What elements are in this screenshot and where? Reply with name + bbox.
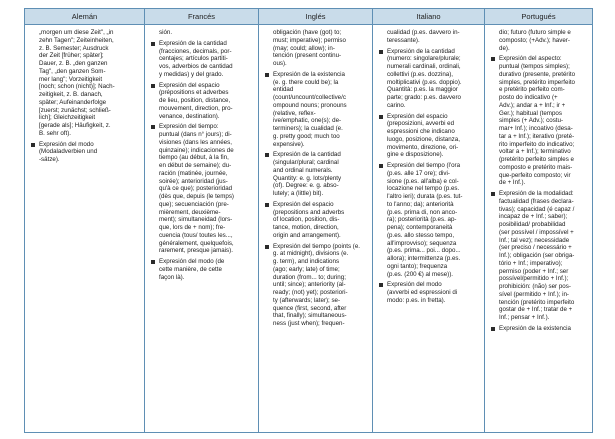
- text-line: composto; (+Adv.); haver-: [499, 36, 570, 44]
- text-line: posto do indicativo (+: [499, 94, 558, 101]
- bullet-item: [265, 243, 367, 328]
- continued-text: [265, 29, 367, 68]
- text-line: der Zeit [früher; später];: [39, 52, 104, 60]
- text-line: généralement, quelquefois,: [159, 239, 234, 247]
- bullet-item: [491, 190, 587, 322]
- bullet-square-icon: [265, 73, 269, 77]
- text-line: dio; futuro (futuro simple e: [499, 29, 571, 36]
- text-line: rito imperfeito do indicativo;: [499, 140, 575, 148]
- text-line: ración (matinée, journée,: [159, 169, 228, 177]
- text-line: lutely; a (little) bit).: [273, 190, 324, 197]
- text-line: ive/emphatic, one(s); de-: [273, 117, 342, 125]
- text-line: gine e disposizione).: [387, 151, 444, 159]
- bullet-item: [151, 82, 253, 121]
- text-line: [noch; schon (nicht)]; Nach-: [39, 83, 115, 91]
- text-line: Expresión del tiempo:: [159, 123, 219, 131]
- text-line: (p.es. alle 17 ore); divi-: [387, 169, 450, 177]
- text-line: voltar a + Inf.); terminativo: [499, 148, 571, 156]
- text-line: centajes; artículos partiti-: [159, 55, 228, 63]
- text-line: (p.es. prima di, non anco-: [387, 208, 458, 216]
- text-line: cuencia (tous/ toutes les...,: [159, 231, 233, 239]
- text-line: prohibición: (não) ser pos-: [499, 283, 571, 290]
- text-line: tance, motion, direction,: [273, 224, 339, 231]
- text-line: mer lang"; Vorzeitigkeit: [39, 75, 103, 83]
- text-line: Expresión de la modalidad:: [499, 190, 574, 197]
- text-line: tar a + Inf.); iterativo (preté-: [499, 132, 575, 140]
- text-line: composto e pretérito mais-: [499, 163, 573, 171]
- bullet-item: [265, 151, 367, 198]
- text-line: g. at midnight), divisions (e.: [273, 250, 349, 258]
- text-line: mar+ Inf.); incoativo (desa-: [499, 125, 573, 132]
- text-line: g. term), and indications: [273, 258, 340, 265]
- text-line: en début de semaine); du-: [159, 162, 232, 169]
- bullet-square-icon: [151, 42, 155, 46]
- text-line: ness (just when); frequen-: [273, 320, 345, 327]
- text-line: Expresión de la cantidad: [159, 39, 227, 47]
- text-line: (dès que, depuis (le temps): [159, 193, 234, 200]
- text-line: incapaz de + Inf.; saber);: [499, 213, 568, 221]
- text-line: B. sehr oft).: [39, 129, 71, 137]
- text-line: Expresión de la existencia: [499, 324, 571, 332]
- text-line: ous).: [273, 60, 287, 67]
- text-line: Expresión del tiempo (l'ora: [387, 162, 461, 169]
- text-line: expensive).: [273, 140, 305, 148]
- text-line: que-perfeito composto; vir: [499, 171, 571, 179]
- text-line: ra); posteriorità (p.es. ap-: [387, 216, 457, 224]
- bullet-square-icon: [491, 57, 495, 61]
- text-line: tiempo (au début, à la fin,: [159, 154, 229, 162]
- text-line: Expresión del tiempo (points (e.: [273, 242, 361, 250]
- text-line: (p.es. (200 €) al mese)).: [387, 270, 454, 278]
- text-line: zeitigkeit, z. B. danach,: [39, 91, 103, 98]
- bullet-item: [379, 281, 479, 304]
- bullet-square-icon: [491, 192, 495, 196]
- text-line: quinzaine); indicaciones de: [159, 146, 234, 154]
- text-line: Dauer, z. B. „den ganzen: [39, 60, 108, 67]
- text-line: l'altro ieri); durata (p.es. tut-: [387, 193, 463, 200]
- text-line: pena); contemporaneità: [387, 224, 453, 231]
- text-line: g. pretty good; much too: [273, 132, 340, 140]
- text-line: gostar de + Inf.; tratar de +: [499, 306, 573, 314]
- text-line: tención (pretérito imperfeito: [499, 298, 575, 306]
- text-line: and ordinal numerals.: [273, 166, 333, 174]
- text-line: terminers); la cualidad (e.: [273, 125, 343, 132]
- text-line: to l'anno; da); anteriorità: [387, 200, 454, 208]
- text-line: façon là).: [159, 273, 185, 281]
- text-line: permiso (poder + Inf.; ser: [499, 267, 569, 275]
- text-line: of location, position, dis-: [273, 216, 340, 224]
- text-line: Expresión de la cantidad: [273, 151, 341, 159]
- continued-text: [151, 29, 253, 37]
- text-line: später; Aufeinanderfolge: [39, 98, 107, 106]
- text-line: (e. g. there could be); la: [273, 78, 339, 86]
- text-line: Expresión del modo (de: [159, 258, 225, 265]
- text-line: (fracciones, decimals, por-: [159, 47, 232, 55]
- text-line: modo: p.es. in fretta).: [387, 296, 446, 304]
- column-cell-ingles: [259, 25, 373, 433]
- text-line: moltiplicativi (p.es. doppio).: [387, 78, 462, 86]
- text-line: de + Inf.).: [499, 179, 526, 187]
- text-line: visiones (dans les années,: [159, 138, 232, 146]
- text-line: espressioni che indicano: [387, 128, 455, 135]
- bullet-square-icon: [491, 327, 495, 331]
- text-line: (Modaladverbien und: [39, 148, 98, 156]
- text-line: that, finally); simultaneous-: [273, 312, 347, 320]
- text-line: Inf.; pensar + Inf.).: [499, 314, 550, 321]
- text-line: all'improvviso); sequenza: [387, 239, 457, 247]
- text-line: (ser preciso / necessário +: [499, 244, 572, 252]
- text-line: vos, adverbios de cantidad: [159, 63, 233, 70]
- text-line: origin and arrangement).: [273, 231, 341, 239]
- bullet-square-icon: [379, 164, 383, 168]
- text-line: -sätze).: [39, 156, 60, 163]
- text-line: (may; could; allow); in-: [273, 44, 335, 52]
- text-line: sível (permitido + Inf.); in-: [499, 290, 569, 298]
- text-line: [gerade als]; Häufigkeit, z.: [39, 122, 111, 129]
- continued-text: [491, 29, 587, 52]
- text-line: Inf.; tal vez); necessidade: [499, 236, 570, 244]
- text-line: qu'à ce que); posterioridad: [159, 185, 233, 193]
- text-line: que, lors de + nom); fre-: [159, 224, 226, 231]
- text-line: locazione nel tempo (p.es.: [387, 185, 460, 193]
- text-line: z. B. Semester; Ausdruck: [39, 44, 109, 52]
- column-cell-frances: [145, 25, 259, 433]
- text-line: venance, destination).: [159, 112, 220, 120]
- bullet-item: [31, 141, 139, 164]
- text-line: carino.: [387, 101, 406, 109]
- text-line: e pretérito perfeito com-: [499, 86, 565, 94]
- text-line: (preposizioni, avverbi ed: [387, 120, 455, 128]
- bullet-item: [491, 55, 587, 187]
- column-header-ingles: Inglés: [259, 9, 373, 25]
- text-line: quence (first, second, after: [273, 304, 347, 312]
- text-line: puntual (tempos simples);: [499, 63, 570, 70]
- text-line: Expresión del espacio: [273, 200, 334, 208]
- column-cell-italiano: [373, 25, 485, 433]
- text-line: mouvement, direction, pro-: [159, 104, 233, 112]
- text-line: simples (+ Adv.); costu-: [499, 117, 564, 125]
- text-line: (of). Degree: e. g. abso-: [273, 182, 339, 190]
- bullet-item: [151, 40, 253, 79]
- text-line: sión.: [159, 29, 173, 36]
- text-line: Expresión de la cantidad: [387, 47, 455, 55]
- bullet-square-icon: [379, 283, 383, 287]
- text-line: (ser possível / impossível +: [499, 228, 574, 236]
- text-line: factualidad (frases declara-: [499, 197, 574, 205]
- bullet-square-icon: [151, 260, 155, 264]
- column-cell-portugues: [485, 25, 593, 433]
- bullet-square-icon: [379, 50, 383, 54]
- column-header-aleman: Alemán: [25, 9, 145, 25]
- bullet-square-icon: [265, 153, 269, 157]
- text-line: zehn Tagen"; Zeiteinheiten,: [39, 36, 114, 44]
- text-line: obligación (have (got) to;: [273, 29, 342, 36]
- text-line: until; since); anteriority (al-: [273, 281, 346, 289]
- text-line: (ago; early; late) of time;: [273, 265, 340, 273]
- language-comparison-table: [24, 8, 593, 433]
- text-line: lich]; Gleichzeitigkeit: [39, 114, 96, 122]
- text-line: de lieu, position, distance,: [159, 97, 231, 104]
- text-line: durativo (presente, pretérito: [499, 70, 576, 78]
- text-line: movimento, direzione, ori-: [387, 143, 459, 151]
- text-line: de).: [499, 44, 510, 52]
- text-line: luogo, posizione, distanza,: [387, 135, 460, 143]
- text-line: ompound nouns; pronouns: [273, 101, 347, 109]
- text-line: collettivi (p.es. dozzina),: [387, 70, 454, 78]
- text-line: tivas); capacidad (é capaz /: [499, 205, 575, 213]
- text-line: [zuerst; zunächst; schließ-: [39, 106, 111, 114]
- bullet-item: [151, 258, 253, 281]
- bullet-item: [379, 113, 479, 160]
- text-line: (prépositions et adverbes: [159, 89, 229, 97]
- text-line: teressante).: [387, 36, 420, 44]
- bullet-item: [265, 201, 367, 240]
- text-line: Inf.); obligación (ser obriga-: [499, 252, 575, 259]
- text-line: Expresión del espacio: [159, 81, 220, 89]
- text-line: Quantity: e. g. lots/plenty: [273, 174, 342, 182]
- column-cell-aleman: [25, 25, 145, 433]
- text-line: „morgen um diese Zeit", „in: [39, 29, 114, 36]
- bullet-item: [151, 123, 253, 255]
- bullet-item: [379, 162, 479, 278]
- text-line: must; imperative); permiso: [273, 36, 346, 44]
- text-line: numerali cardinali, ordinali,: [387, 63, 461, 70]
- text-line: simples, pretérito imperfeito: [499, 78, 575, 86]
- text-line: ment); simultaneidad (lors-: [159, 216, 233, 224]
- text-line: Expresión del modo: [387, 281, 442, 289]
- bullet-item: [265, 71, 367, 149]
- column-header-portugues: Portugués: [485, 9, 593, 25]
- text-line: (count/uncount/collective/c: [273, 94, 346, 101]
- text-line: Tag", „den ganzen Som-: [39, 67, 106, 75]
- continued-text: [379, 29, 479, 45]
- text-line: (numero: singolare/plurale;: [387, 55, 461, 63]
- bullet-item: [491, 325, 587, 333]
- text-line: que); secuenciación (pre-: [159, 200, 229, 208]
- text-line: (singular/plural; cardinal: [273, 159, 339, 166]
- text-line: Expresión del espacio: [387, 112, 448, 120]
- text-line: puntual (dans n° jours); di-: [159, 131, 232, 138]
- bullet-square-icon: [265, 245, 269, 249]
- text-line: possível/permitido + Inf.);: [499, 275, 569, 283]
- text-line: (p.es. prima... poi... dopo...: [387, 247, 461, 255]
- text-line: duration (from... to; during;: [273, 273, 346, 281]
- header-row: [25, 9, 593, 25]
- bullet-square-icon: [31, 143, 35, 147]
- text-line: rarement, presque jamais).: [159, 247, 233, 255]
- text-line: soirée); anterioridad (jus-: [159, 177, 228, 185]
- text-line: mièrement, deuxième-: [159, 208, 221, 216]
- text-line: Adv.); andar a + Inf.; ir +: [499, 101, 566, 109]
- bullet-square-icon: [151, 84, 155, 88]
- text-line: Quantità: p.es. la maggior: [387, 86, 458, 94]
- column-header-frances: Francés: [145, 9, 259, 25]
- text-line: sione (p.es. all'alba) e col-: [387, 177, 459, 185]
- text-line: entidad: [273, 86, 294, 94]
- text-line: (pretérito perfeito simples e: [499, 156, 574, 163]
- bullet-square-icon: [265, 203, 269, 207]
- continued-text: [31, 29, 139, 138]
- text-line: parte; grado: p.es. davvero: [387, 94, 461, 101]
- text-line: posibilidad/ probabilidad: [499, 221, 566, 228]
- text-line: (p.es. allo stesso tempo,: [387, 231, 455, 239]
- text-line: tório + Inf.; imperativo);: [499, 259, 563, 267]
- text-line: ogni tanto); frequenza: [387, 262, 448, 270]
- text-line: ty (afterwards; later); se-: [273, 296, 341, 304]
- text-line: cualidad (p.es. davvero in-: [387, 29, 460, 36]
- column-header-italiano: Italiano: [373, 9, 485, 25]
- text-line: (avverbi ed espressioni di: [387, 289, 458, 296]
- content-row: [25, 25, 593, 433]
- text-line: (relative, reflex-: [273, 109, 316, 117]
- text-line: tención (present continu-: [273, 52, 342, 60]
- text-line: Expresión del aspecto:: [499, 55, 562, 63]
- text-line: Ger.); habitual (tempos: [499, 109, 562, 117]
- text-line: Expresión de la existencia: [273, 70, 345, 78]
- text-line: allora); intermittenza (p.es.: [387, 255, 461, 262]
- bullet-square-icon: [151, 125, 155, 129]
- text-line: ready; (not) yet); posteriori-: [273, 289, 348, 296]
- text-line: Expresión del modo: [39, 140, 94, 148]
- text-line: (prepositions and adverbs: [273, 208, 345, 216]
- bullet-square-icon: [379, 115, 383, 119]
- text-line: cette manière, de cette: [159, 265, 222, 273]
- bullet-item: [379, 48, 479, 110]
- text-line: y medidas) y del grado.: [159, 70, 224, 78]
